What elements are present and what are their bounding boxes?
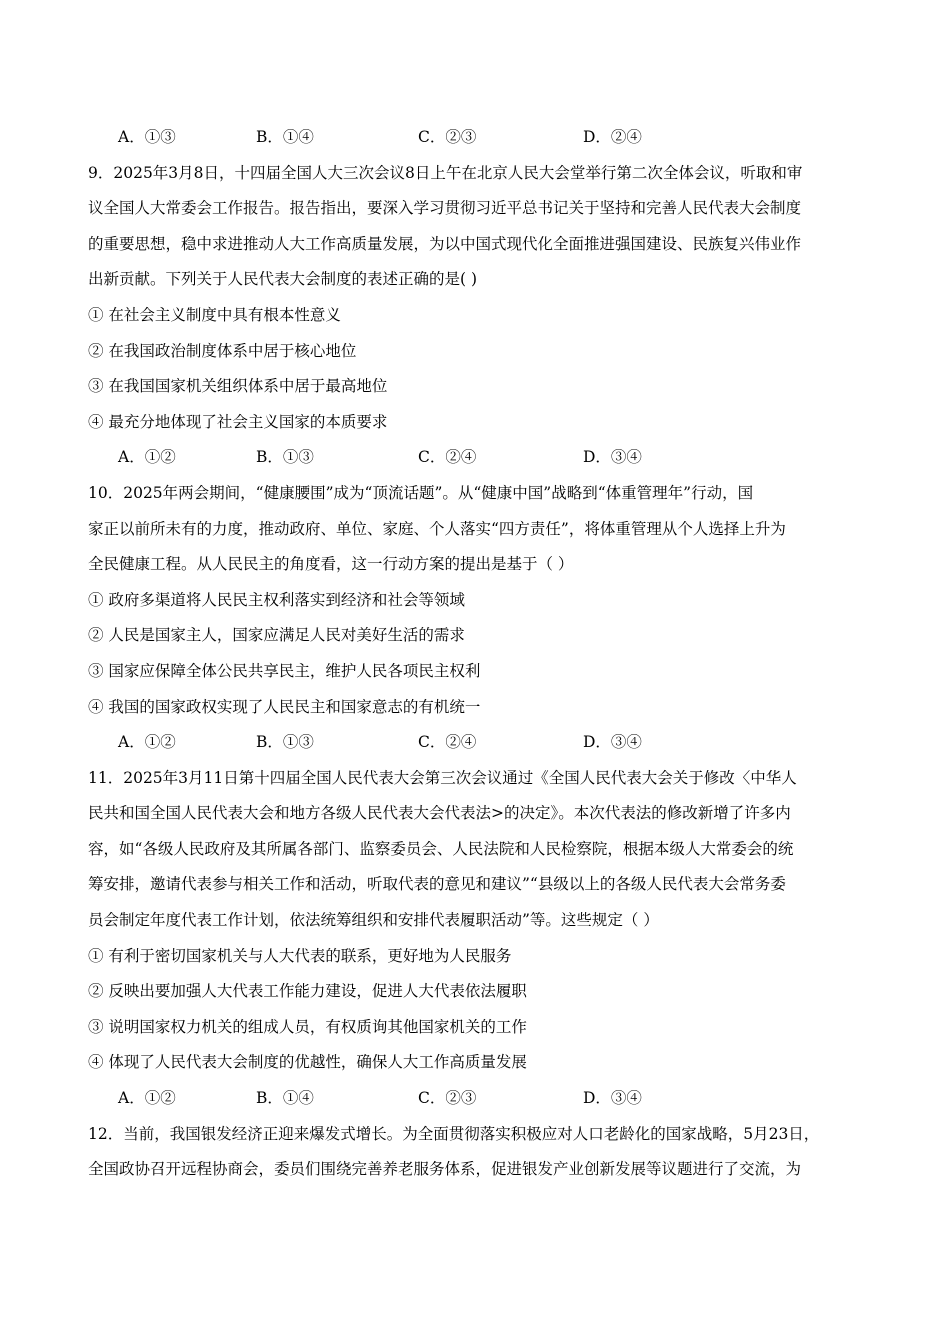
q9-options [88, 440, 868, 476]
q10-statement-2: ② 人民是国家主人，国家应满足人民对美好生活的需求 [88, 626, 465, 645]
q9-statement-4: ④ 最充分地体现了社会主义国家的本质要求 [88, 412, 388, 431]
q10-statement-1: ① 政府多渠道将人民民主权利落实到经济和社会等领域 [88, 590, 465, 609]
q9-option-c: C．②④ [418, 448, 477, 467]
q10-statement-3: ③ 国家应保障全体公民共享民主，维护人民各项民主权利 [88, 661, 481, 680]
q8-option-a: A．①③ [118, 128, 176, 146]
q8-options [88, 120, 868, 156]
q11-options [88, 1081, 868, 1117]
q11-statement-2: ② 反映出要加强人大代表工作能力建设，促进人大代表依法履职 [88, 982, 527, 1001]
q11-stem-line: 筹安排，邀请代表参与相关工作和活动，听取代表的意见和建议”“县级以上的各级人民代表大会常务委 [88, 875, 786, 894]
q10-options [88, 725, 868, 761]
q10-stem-line: 全民健康工程。从人民民主的角度看，这一行动方案的提出是基于（ ） [88, 555, 574, 574]
q10-stem-line: 10．2025年两会期间，“健康腰围”成为“顶流话题”。从“健康中国”战略到“体重管理年”行动，国 [88, 483, 754, 502]
q10-statement-4: ④ 我国的国家政权实现了人民民主和国家意志的有机统一 [88, 697, 481, 716]
q12-stem-line: 12．当前，我国银发经济正迎来爆发式增长。为全面贯彻落实积极应对人口老龄化的国家战略，5月23日， [88, 1124, 820, 1143]
q11-stem-line: 11．2025年3月11日第十四届全国人民代表大会第三次会议通过《全国人民代表大会关于修改〈中华人 [88, 768, 797, 787]
q11-statement-4: ④ 体现了人民代表大会制度的优越性，确保人大工作高质量发展 [88, 1053, 527, 1072]
q11-stem-line: 民共和国全国人民代表大会和地方各级人民代表大会代表法>的决定》。本次代表法的修改新增了许多内 [88, 804, 791, 823]
q8-option-d: D．②④ [583, 128, 642, 146]
q11-stem-line: 员会制定年度代表工作计划，依法统筹组织和安排代表履职活动”等。这些规定（ ） [88, 911, 659, 930]
question-9 [88, 156, 868, 476]
q11-option-b: B．①④ [256, 1089, 314, 1108]
q11-statement-3: ③ 说明国家权力机关的组成人员，有权质询其他国家机关的工作 [88, 1017, 527, 1036]
q10-option-d: D．③④ [583, 733, 642, 752]
question-11 [88, 761, 868, 1117]
q9-statement-1: ① 在社会主义制度中具有根本性意义 [88, 305, 341, 324]
q10-option-b: B．①③ [256, 733, 314, 752]
q9-option-b: B．①③ [256, 448, 314, 467]
q11-option-c: C．②③ [418, 1089, 477, 1108]
q9-stem-line: 议全国人大常委会工作报告。报告指出，要深入学习贯彻习近平总书记关于坚持和完善人民代表大会制度 [88, 199, 802, 218]
q9-option-a: A．①② [118, 448, 176, 467]
question-10 [88, 476, 868, 761]
q10-option-c: C．②④ [418, 733, 477, 752]
q9-stem-line: 的重要思想，稳中求进推动人大工作高质量发展，为以中国式现代化全面推进强国建设、民族复兴伟业作 [88, 234, 802, 253]
q11-statement-1: ① 有利于密切国家机关与人大代表的联系，更好地为人民服务 [88, 946, 512, 965]
q8-option-c: C．②③ [418, 128, 477, 146]
question-12 [88, 1117, 868, 1188]
q10-stem-line: 家正以前所未有的力度，推动政府、单位、家庭、个人落实“四方责任”，将体重管理从个人选择上升为 [88, 519, 786, 538]
q8-option-b: B．①④ [256, 128, 314, 146]
q9-option-d: D．③④ [583, 448, 642, 467]
q12-stem-line: 全国政协召开远程协商会，委员们围绕完善养老服务体系，促进银发产业创新发展等议题进行了交流，为 [88, 1160, 802, 1179]
q9-statement-2: ② 在我国政治制度体系中居于核心地位 [88, 341, 357, 360]
q11-stem-line: 容，如“各级人民政府及其所属各部门、监察委员会、人民法院和人民检察院，根据本级人大常委会的统 [88, 839, 794, 858]
q9-stem-line: 9．2025年3月8日，十四届全国人大三次会议8日上午在北京人民大会堂举行第二次全体会议，听取和审 [88, 163, 803, 182]
exam-page [88, 120, 868, 1188]
q10-option-a: A．①② [118, 733, 176, 752]
q9-statement-3: ③ 在我国国家机关组织体系中居于最高地位 [88, 377, 388, 396]
q11-option-d: D．③④ [583, 1089, 642, 1108]
q11-option-a: A．①② [118, 1089, 176, 1108]
q9-stem-line: 出新贡献。下列关于人民代表大会制度的表述正确的是( ) [88, 270, 478, 289]
